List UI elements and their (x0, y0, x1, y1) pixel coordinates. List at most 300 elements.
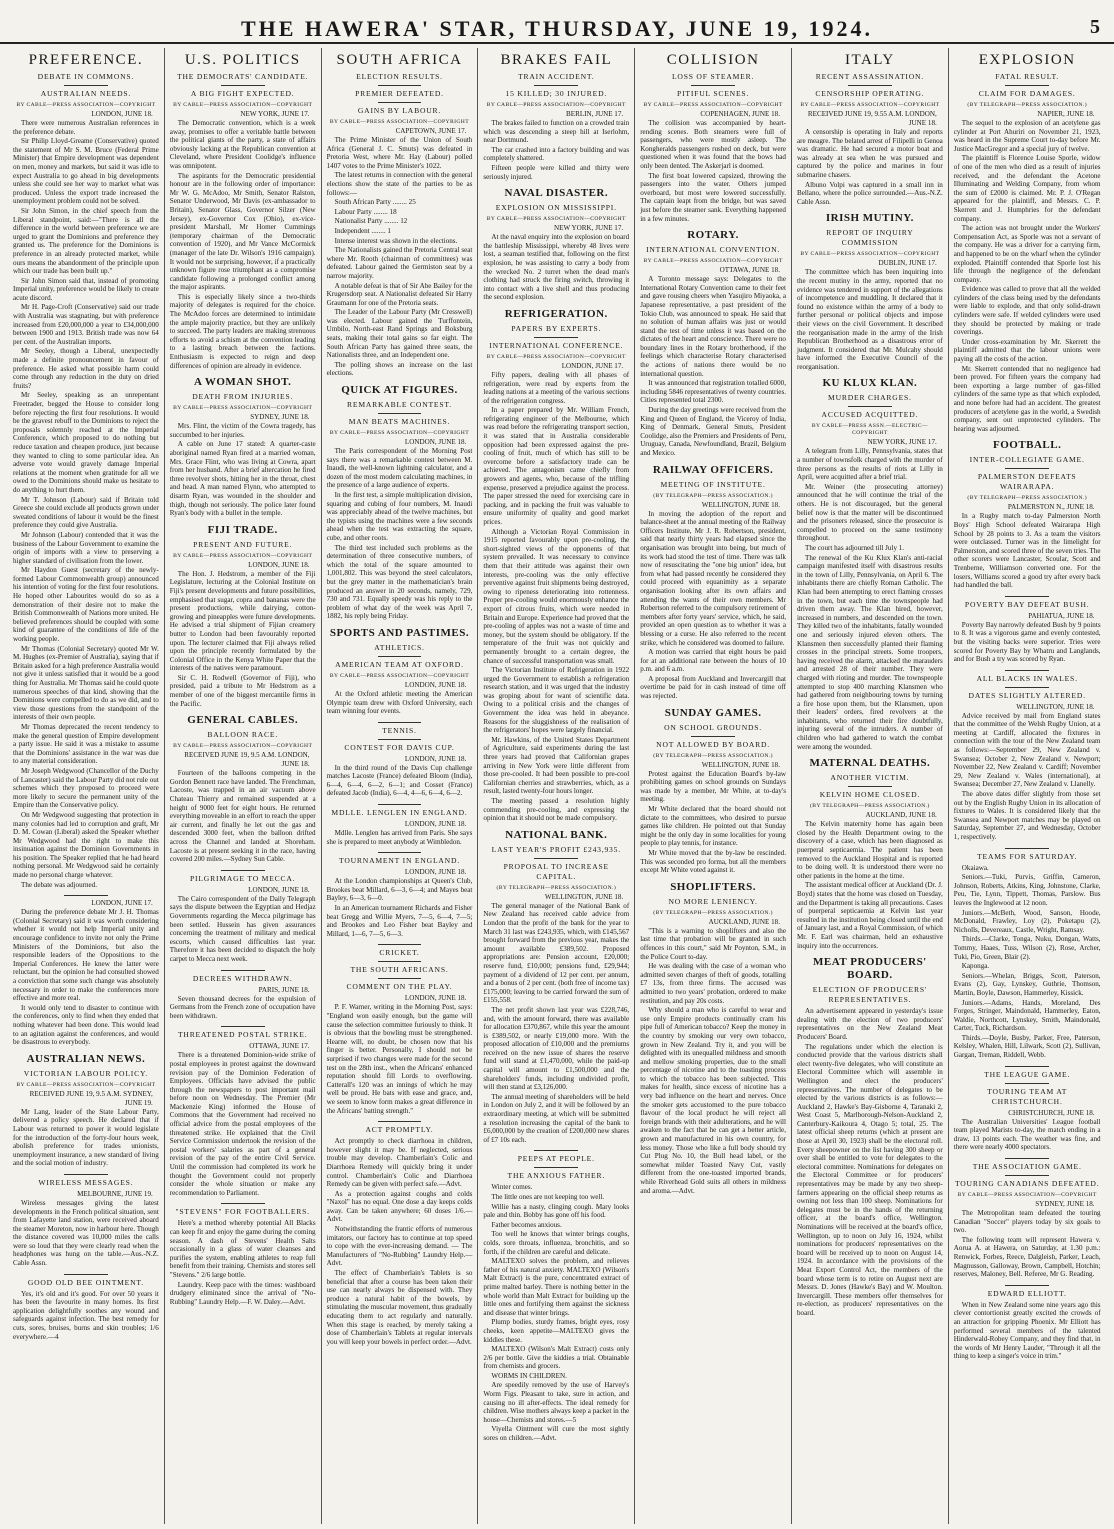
article-heading: AUSTRALIAN NEWS. (26, 1052, 146, 1065)
paragraph: Kaponga. (961, 962, 990, 971)
paragraph: In the first test, a simple multiplication division, squaring and cubing of four numbers, M. Inaudi was appreciably ahead of the twelve machines, but the typists using the machines were a few seconds ahead when the test was extracting the square, cube, and other roots. (326, 491, 473, 542)
article-subheading: ACT PROMPTLY. (365, 1125, 434, 1135)
article (170, 1203, 316, 1306)
press-credit: (BY TELEGRAPH—PRESS ASSOCIATION.) (653, 492, 773, 499)
article (170, 1026, 316, 1197)
press-credit: BY CABLE—PRESS ASSOCIATION—COPYRIGHT (329, 672, 470, 679)
paragraph: Viyella Ointment will cure the most sightly sores on children.—Advt. (483, 1425, 630, 1443)
paragraph: As a protection against coughs and colds "Naxol" has no equal. One dose a day keeps colds away. Can be taken anywhere; 60 doses 1/6.—Advt. (326, 1189, 473, 1224)
article-subheading: ATHLETICS. (374, 642, 425, 652)
press-credit: BY CABLE—PRESS ASSOCIATION—COPYRIGHT (486, 216, 626, 223)
article (327, 384, 473, 621)
article-body (797, 268, 943, 371)
paragraph: The regulations under which the election is conducted provide that the various districts shall elect twenty-five delegates, who will constitute an Electoral Committee which will assemble in Wellington and elect the producers' representatives. The number of delegates to be elected by the various districts is as follows:—Auckland 2, Hawke's Bay-Gisborne 4, Taranaki 2, West Coast 5, Marlborough-Nelson-Auckland 2, Canterbury-Kaikoura 4, Otago 5; total, 25. The latest official sheep returns (which at present are those at April 30, 1923) shall be the electoral roll. Every sheepowner on the list having 300 sheep or over shall be entitled to vote for delegates to the electoral committee. Nominations for delegates on the Electoral Committee or for producers' representatives may be made by any two sheep-farmers appearing on the official sheep returns as owning not less than 100 sheep. Nominations for delegates must be in the hands of the returning officer, at the board's office, Wellington. Nominations will be received at the board's office, Wellington, up to noon on July 16, 1924, whilst nominations for producers' representatives on the board will be received up to noon on August 14, 1924. In accordance with the provisions of the Meat Export Control Act, the members of the board whose term is to retire on August next are Messrs. D. Jones (Hawke's Bay) and W. Moulton. Invercargill. These members offer themselves for re-election, as producers' representatives on the board. (796, 1042, 943, 1317)
press-credit: (BY TELEGRAPH—PRESS ASSOCIATION.) (653, 909, 773, 916)
article-body (327, 690, 473, 716)
article-subheading: MEETING OF INSTITUTE. (660, 479, 766, 489)
paragraph: Thirds.—Doyle, Busby, Parker, Free, Paterson, Kelsley, Whalen, Hill, Lilwark, Scott (2), Sullivan, Gargan, Treman, Riddell, Webb. (953, 1033, 1101, 1060)
article-subheading: THE ANXIOUS FATHER. (507, 1171, 606, 1181)
dateline: CAPETOWN, JUNE 17. (395, 127, 467, 135)
article-subheading: PREMIER DEFEATED. (355, 89, 444, 98)
article-subheading: VICTORIAN LABOUR POLICY. (23, 1068, 148, 1078)
paragraph: Juniors.—McBeth, Wood, Sanson, Hoode, McDonald, Frawley, Loy (2), Poketapu (2), Nicholls, Devereaux, Castle, Wright, Ramsay. (953, 908, 1101, 934)
paragraph: Evidence was called to prove that all the welded cylinders of the class being used by the defendants were liable to explode, and that only solid-drawn cylinders were safe. If welded cylinders were used they should be protected by making or trade coverings. (953, 285, 1101, 337)
article (327, 1121, 473, 1346)
article-subheading: MAN BEATS MACHINES. (348, 417, 451, 427)
article (797, 956, 943, 1317)
article (327, 627, 473, 716)
paragraph: Yes, it's old and it's good. For over 50 years it has been the favourite in many homes. Its first application delightfully soothes any wound and safeguards against infection. The best remedy for cuts, sores, bruises, burns and skin troubles; 1/6 everywhere.—4 (13, 1289, 159, 1341)
paragraph: At the Oxford athletic meeting the American Olympic team drew with Oxford University, each team winning four events. (326, 689, 473, 716)
column (165, 48, 322, 1524)
article-subheading: TOURNAMENT IN ENGLAND. (339, 856, 460, 866)
paragraph: "This is a warning to shoplifters and also the last time that probation will be granted in such offences in this court," said Mr Poynton, S.M., in the Police Court to-day. (640, 926, 786, 961)
paragraph: The general manager of the National Bank of New Zealand has received cable advice from London that the profit of the bank for the year to March 31 last was £243,935, which, with £145,567 brought forward from the previous year, makes the amount available £389,502. Proposed appropriations are: Pension account, £20,000; reserve fund, £10,000; pensions fund, £29,944; payment of a dividend of 12 per cent. per annum, and a bonus of 2 per cent. (both free of income tax) £175,000; leaving to be carried forward the sum of £155,558. (483, 901, 630, 1005)
article-heading: GENERAL CABLES. (187, 714, 299, 727)
paragraph: Why should a man who is careful to wear and use only Empire products continually cram his pipe full of American tobacco? Keep the money in the country by smoking our very own tobacco, grown in New Zealand. Try it, and you will be delighted with its unequalled mildness and smooth and mellow smoking properties, due to the small percentage of nicotine and to the toasting process to which the tobacco has been subjected. This makes for health, since excess of nicotine has a very bad influence on the heart and nerves. Once the smoker gets accustomed to the pure tobacco flavour of the local product he will reject all foreign brands with their adulterations, and he will awaken to the fact that he can get a better article, grown and manufactured in his own country, for less money. Those who like a full body should try Cut Plug No. 10, the Bull head label, or the somewhat milder Toasted Navy Cut, vastly different from the one-toasted imported brands, while Riverhead Gold suits all others in mildness and aroma.—Advt. (640, 1006, 786, 1195)
dateline: COPENHAGEN, JUNE 18. (700, 110, 780, 118)
dateline: DUBLIN, JUNE 17. (878, 259, 937, 268)
article-body (13, 1290, 159, 1342)
article-subheading: EXPLOSION ON MISSISSIPPI. (495, 203, 617, 213)
paragraph: Act promptly to check diarrhoea in children, however slight it may be. If neglected, serious trouble may develop. Chamberlain's Colic and Diarrhoea Remedy will quickly bring it under control. Chamberlain's Colic and Diarrhoea Remedy can be given with perfect safe.—Advt. (326, 1137, 473, 1189)
article-heading: SPORTS AND PASTIMES. (329, 626, 470, 639)
dateline: PAHIATUA, JUNE 18. (1028, 611, 1095, 620)
article-subheading: PRESENT AND FUTURE. (193, 539, 293, 549)
dateline: WELLINGTON, JUNE 18. (701, 500, 780, 509)
article (954, 1066, 1101, 1152)
article-body (170, 995, 316, 1021)
article-subheading: INTERNATIONAL CONFERENCE. (489, 340, 624, 350)
article-subheading: TEAMS FOR SATURDAY. (977, 851, 1078, 861)
article-subheading: ON SCHOOL GROUNDS. (664, 722, 763, 732)
article (797, 52, 943, 206)
article-body (327, 447, 473, 621)
article-heading: NATIONAL BANK. (505, 828, 608, 841)
article (13, 1053, 159, 1168)
column (949, 48, 1106, 1524)
press-credit: BY CABLE—PRESS ASSOCIATION—COPYRIGHT (800, 251, 940, 258)
paragraph: At the London championships at Queen's Club, Brookes beat Millard, 6—3, 6—4; and Mayes beat Bayley, 6—3, 6—0. (326, 877, 473, 903)
section-divider (378, 722, 422, 723)
paragraph: Seniors.—Whelan, Briggs, Scott, Paterson, Evans (2), Gay, Lynskey, Guthrie, Thomson, Martin, Boyle, Dawson, Hammerley, Kissick. (953, 971, 1101, 997)
article (640, 881, 786, 1195)
section-divider (1005, 1066, 1049, 1067)
article-subheading: DATES SLIGHTLY ALTERED. (968, 690, 1086, 700)
article (327, 804, 473, 846)
article-body (797, 128, 943, 206)
column (792, 48, 949, 1524)
article-heading: PREFERENCE. (28, 52, 144, 68)
paragraph: The Victorian Institute of Refrigeration in 1922 urged the Government to establish a refrigeration research station, and it was urged that the industry was groping about for want of scientific data. Owing to a political crisis and the changes of Government the idea was held in abeyance. Reasons for the sluggishness of the realisation of the refrigerators' hopes were largely financial. (483, 666, 630, 735)
article-subheading: ELECTION OF PRODUCERS' REPRESENTATIVES. (812, 985, 928, 1005)
subheading-divider (1005, 1175, 1049, 1176)
article (483, 308, 629, 823)
article-subheading: EDWARD ELLIOTT. (987, 1288, 1067, 1298)
article-subheading: COMMENT ON THE PLAY. (346, 982, 453, 992)
article (640, 229, 786, 457)
column (322, 48, 479, 1524)
column (478, 48, 635, 1524)
dateline: OTTAWA, JUNE 17. (249, 1042, 310, 1051)
article-body (327, 829, 473, 846)
paragraph: A Toronto message says: Delegates to the International Rotary Convention came to their feet and gave rousing cheers when Yasujiro Miyaoka, a Japanese representative, a past president of the Tokio Club, was announced to speak. He said that no solution of human affairs was just or would stand the test of time unless it was based on the dictates of the heart and conscience. There were no boundary lines in the Rotary brotherhood, if the feelings which characterise Rotary characterised the actions of nations there would be no international question. (640, 275, 786, 378)
article (640, 707, 786, 875)
paragraph: The committee which has been inquiring into the recent mutiny in the army, reported that no evidence was tendered in support of the allegations of incompetence and muddling. It declared that it found no existence within the army of a body to further personal or political objects and impose their views on the civil Government. It described the reorganisation made in the army of the Irish Republican Brotherhood as a disastrous error of judgment. It considered that Mr. Mulcahy should have informed the Executive Council of the reorganisation. (796, 268, 943, 371)
article (954, 670, 1101, 842)
paragraph: At the naval enquiry into the explosion on board the battleship Mississippi, whereby 48 lives were lost, a seaman testified that, following on the first explosion, he was assisting to carry a body from the wrecked No. 2 turret when the dead man's clothing had struck the firing switch, throwing it into contact with a live shell and thus producing the second explosion. (483, 233, 630, 302)
article-body (954, 1209, 1101, 1279)
article-heading: ITALY (844, 52, 895, 68)
dateline: NEW YORK, JUNE 17. (554, 224, 624, 233)
paragraph: Mr Johnson (Labour) contended that it was the business of the Labour Government to examine the origin of imports with a view to preserving a higher standard of civilisation from the lower. (13, 530, 159, 565)
article-body (954, 1301, 1101, 1361)
paragraph: The effect of Chamberlain's Tablets is so beneficial that after a course has been taken their use can nearly always be dispensed with. They produce a natural habit of the bowels, by stimulating the muscular movement, thus gradually educating them to act regularly and naturally. When this stage is reached, by merely taking a dose of Chamberlain's Tablets at regular intervals you will keep your bowels in perfect order.—Advt. (326, 1269, 473, 1346)
article-heading: MATERNAL DEATHS. (809, 757, 931, 770)
paragraph: Winter comes. (491, 1183, 533, 1192)
article-subheading: ALL BLACKS IN WALES. (976, 673, 1078, 683)
subheading-divider (378, 978, 422, 979)
article (954, 596, 1101, 664)
article (640, 464, 786, 701)
article (327, 722, 473, 798)
paragraph: The Cairo correspondent of the Daily Telegraph says the dispute between the Egyptian and Hedjaz Governments regarding the Mecca pilgrimage has been settled. Hussein has given assurances concerning the treatment of military and medical escorts, which caused difficulties last year. Therefore it has been decided to dispatch the holy carpet to Mecca next week. (169, 894, 316, 963)
article (327, 52, 473, 378)
article-subheading: AUSTRALIAN NEEDS. (40, 89, 132, 98)
article-heading: REFRIGERATION. (504, 307, 608, 320)
paragraph: The Nationalists gained the Pretoria Central seat where Mr. Rooth (chairman of committees) was defeated. Labour gained the Germiston seat by a narrow majority. (326, 246, 473, 280)
section-divider (64, 1174, 108, 1175)
paragraph: The Leader of the Labour Party (Mr Cresswell) was elected. Labour gained the Turffontein, Umbilo, North-east Rand Springs and Boksburg seats, making their total gains so far eight. The South African Party has gained three seats, the Nationalists three, and an Independent one. (326, 308, 473, 360)
article-subheading: PROPOSAL TO INCREASE CAPITAL. (503, 861, 609, 881)
paragraph: The renewal of the Ku Klux Klan's anti-racial campaign manifested itself with disastrous results in the town of Lilly, Pennsylvania, on April 6. The inhabitants there are chiefly Roman Catholic. The Klan had been attempting to erect flaming crosses in the town, but each time the townspeople had driven them away. The Klan hired, however, increased in numbers, and descended on the town. They killed two of the inhabitants, fatally wounded one and seriously injured eleven others. The Klansmen then successfully planted their flaming crosses in the principal streets. Some troopers, having received the alarm, attacked the marauders and arrested 28 of their number. They were charged with rioting and murder. The townspeople attempted to stop 400 marching Klansmen who had gathered from neighbouring towns by turning a fire hose upon them, but the Klansmen, upon their leaders' orders, fired revolvers at the inhabitants, who returned their fire doubtfully, injuring several of the intruders. A number of children who had gathered to watch the combat were among the wounded. (796, 553, 943, 751)
article-body (13, 1199, 159, 1268)
article (797, 212, 943, 371)
article-subheading: ACCUSED ACQUITTED. (821, 410, 919, 420)
dateline: RECEIVED JUNE 19, 9.55 A.M. LONDON, JUNE 18. (807, 110, 937, 127)
paragraph: Mr Joseph Wedgwood (Chancellor of the Duchy of Lancaster) said the Labour Party did not rule out schemes which they proposed to proceed were more likely to secure the permanent unity of the Empire than the Conservative policy. (13, 766, 159, 810)
dateline: PARIS, JUNE 18. (258, 985, 310, 994)
article (483, 829, 629, 1145)
article-subheading: CONTEST FOR DAVIS CUP. (344, 742, 455, 752)
dateline: AUCKLAND, JUNE 18. (708, 917, 780, 926)
dateline: MELBOURNE, JUNE 19. (77, 1189, 153, 1198)
dateline: LONDON, JUNE 18. (248, 560, 310, 569)
article-subheading: THREATENED POSTAL STRIKE. (177, 1030, 308, 1040)
paragraph: Mr White declared that the board should not dictate to the committees, who desired to pursue games like children. He pointed out that Sunday might be the only day in some localities for young people to play tennis, for instance. (640, 805, 786, 848)
article-body (13, 908, 159, 1047)
article-subheading: LOSS OF STEAMER. (671, 72, 755, 81)
article-subheading: PITIFUL SCENES. (677, 89, 750, 98)
paragraph: Nationalist Party ........ 12 (334, 217, 408, 226)
article-heading: U.S. POLITICS (184, 52, 301, 68)
article-subheading: MDLLE. LENGLEN IN ENGLAND. (331, 808, 468, 818)
paragraph: Father becomes anxious. (491, 1220, 562, 1229)
paragraph: A proposal from Auckland and Invercargill that overtime be paid for in cash instead of time off was rejected. (640, 674, 786, 701)
dateline: WELLINGTON, JUNE 18. (1016, 702, 1095, 711)
subheading-divider (378, 102, 422, 103)
subheading-divider (1005, 1083, 1049, 1084)
article (13, 1274, 159, 1342)
paragraph: Are speedily removed by the use of Harvey's Worm Figs. Pleasant to take, sure in action, and causing no ill after-effects. The ideal remedy for children. Wise mothers always keep a packet in the house—Chemists and stores.—5 (483, 1381, 630, 1424)
paragraph: A motion was carried that eight hours be paid for at an additional rate between the hours of 10 p.m. and 6 a.m. (640, 648, 786, 674)
dateline: CHRISTCHURCH, JUNE 18. (1008, 1108, 1095, 1117)
paragraph: When in New Zealand some nine years ago this clever contortionist greatly excited the crowds of an attraction for gripping Phoenix. Mr Elliott has performed several members of the talented Hinderwald-Robey Company, and they find that, in the words of Mr Henry Lauder, "Through it all the thing to keep a singer's voice in trim." (953, 1300, 1101, 1361)
article-subheading: THE LEAGUE GAME. (984, 1069, 1071, 1079)
press-credit: BY CABLE—PRESS ASSOCIATION—COPYRIGHT (486, 102, 626, 108)
article-body (170, 570, 316, 709)
article (483, 1150, 629, 1442)
paragraph: Fourteen of the balloons competing in the Gordon Bennett race have landed. The Frenchman, Lacoste, was trapped in an air vacuum above Chateau Thierry and remained suspended at a height of 9000 feet for eight hours. He returned everything moveable in an effort to reach the upper air current, and finally he let out the gas and descended 3000 feet, when the balloon drifted across the Channel and landed at Shoreham. Lacoste is at present seeking it in the race, having covered 200 miles.—Sydney Sun Cable. (169, 769, 316, 864)
column (8, 48, 165, 1524)
paragraph: On Mr Wedgwood suggesting that protection in many colonies had led to corruption and graft, Mr D. M. Cowan (Liberal) asked the Speaker whether Mr Wedgwood had the right to make this insinuation against the Dominion Governments in his position. The Speaker replied that he had heard nothing personal. Mr Wedgwood said he certainly made no personal charge whatever. (13, 810, 159, 880)
subheading-divider (1005, 468, 1049, 469)
press-credit: (BY TELEGRAPH—PRESS ASSOCIATION.) (967, 102, 1087, 108)
paragraph: MALTEXO solves the problem, and relieves father of his natural anxiety. MALTEXO (Wilson's Malt Extract) is the pure, concentrated extract of prime malted barley. There is nothing better in the whole world than Malt Extract for building up the little ones and fortifying them against the sickness and disease that winter brings. (483, 1257, 630, 1317)
paragraph: The Prime Minister of the Union of South Africa (General J. C. Smuts) was defeated in Pretoria West, where Mr. Hay (Labour) polled 1407 votes to the Prime Minister's 1022. (326, 136, 473, 170)
section-divider (534, 1150, 578, 1151)
paragraph: The Paris correspondent of the Morning Post says there was a remarkable contest between M. Inaudi, the well-known lightning calculator, and a dozen of the most modern calculating machines, in the presence of a large audience of experts. (326, 447, 473, 490)
paragraph: The following team will represent Hawera v. Aorua A. at Hawera, on Saturday, at 1.30 p.m.: Renwick, Forbes, Reece, Dalgleish, Parker, Leach, Magnusson, Galloway, Brown, Campbell, Hotchin; reserves, Maloney, Bell. Referee, Mr G. Reading. (953, 1235, 1101, 1279)
article-subheading: PEEPS AT PEOPLE. (517, 1154, 595, 1164)
dateline: LONDON, JUNE 18. (404, 680, 467, 689)
paragraph: Protest against the Education Board's by-law prohibiting games on school grounds on Sundays was made by a member, Mr White, at to-day's meeting. (640, 769, 786, 804)
section-divider (1005, 848, 1049, 849)
article-subheading: CENSORSHIP OPERATING. (815, 89, 925, 98)
paragraph: Notwithstanding the frantic efforts of numerous imitators, our factory has to continue at top speed to cope with the ever-increasing demand. — The Manufacturers of "No-Rubbing" Laundry Help.—Advt. (326, 1225, 473, 1268)
paragraph: The polling shows an increase on the last elections. (326, 360, 473, 378)
paragraph: Mr H. Page-Croft (Conservative) said our trade with Australia was stagnating, but with preference increased from £20,000,000 a year to £34,000,000 between 1900 and 1913. British trade was now 64 per cent. of the Australian imports. (13, 303, 159, 346)
paragraph: P. F. Warner, writing in the Morning Post, says: "England won easily enough, but the game will cause the selection committee furiously to think. It is obvious that the bowling must be strengthened. Hearne will, no doubt, be chosen now that his finger is better. Personally, I should not be surprised if two changes were made for the second test on the 28th inst., when the Africans' enhanced reputation should fill Lords to overflowing. Catterall's 120 was an innings of which he may well be proud. He bats with ease and grace, and, we seem to know form makes a great difference in the Africans' batting strength." (326, 1003, 473, 1115)
paragraph: It was announced that registration totalled 6000, including 5846 representatives of twenty countries. Cities represented total 2300. (640, 379, 786, 405)
article-heading: FOOTBALL. (992, 439, 1062, 452)
article-body (327, 136, 473, 378)
subheading-divider (378, 739, 422, 740)
article (327, 852, 473, 938)
paragraph: Seniors.—Tuki, Purvis, Griffin, Cameron, Johnson, Roberts, Atkins, King, Johnstone, Clarke, Peu, Tie, Lynn, Tippett, Thomas, Parslow. Bus leaves the Inglewood at 12 noon. (953, 873, 1101, 907)
article-subheading: TOURING TEAM AT CHRISTCHURCH. (987, 1086, 1068, 1106)
subheading-divider (691, 85, 735, 86)
dateline: LONDON, JUNE 18. (404, 754, 467, 763)
section-divider (378, 852, 422, 853)
article-body (954, 621, 1101, 664)
press-credit: BY CABLE—PRESS ASSOCIATION—COPYRIGHT (16, 102, 156, 108)
press-credit: BY CABLE—PRESS ASSN.—ELECTRIC—COPYRIGHT (811, 423, 928, 437)
subheading-divider (1005, 687, 1049, 688)
section-divider (64, 895, 108, 896)
press-credit: BY CABLE—PRESS ASSOCIATION—COPYRIGHT (16, 1081, 156, 1088)
paragraph: Advice received by mail from England states that the committee of the Welsh Rugby Union, at a meeting at Cardiff, allocated the fixtures in connection with the tour of the New Zealand team as follows:—September 29, New Zealand v. Swansea; October 2, New Zealand v. Newport; November 22, New Zealand v. Cardiff; November 29, New Zealand v. Wales (international), at Swansea; December 27, New Zealand v. Llanelly. (953, 711, 1101, 789)
dateline: LONDON, JUNE 18. (404, 868, 467, 877)
dateline: LONDON, JUNE 18. (91, 110, 153, 118)
press-credit: BY CABLE—PRESS ASSOCIATION—COPYRIGHT (643, 258, 783, 265)
press-credit: BY CABLE—PRESS ASSOCIATION—COPYRIGHT (173, 102, 313, 108)
article-body (13, 119, 159, 889)
paragraph: Juniors.—Adams, Hands, Moreland, Des Forges, Stringer, Maindonald, Hammerley, Eaton, Waldie, Northcott, Lynskey, Smith, Maindonald, Carter, Tuck, Richardson. (953, 998, 1101, 1033)
paragraph: Mr Thomas deprecated the recent tendency to make the general question of Empire development a party issue. He said it was a mistake to assume that the Dominions' assistance in the war was due to any material consideration. (13, 722, 159, 766)
article (797, 377, 943, 751)
article-body (170, 895, 316, 964)
dateline: PALMERSTON N., JUNE 18. (1007, 503, 1095, 512)
paragraph: Thirds.—Clarke, Tonga, Nuku, Dongan, Watts, Tommy, Haaes, Tuss, Wilson (2), Rose, Archer, Tuki, Pio, Green, Blair (2). (953, 935, 1101, 961)
section-divider (1005, 1158, 1049, 1159)
dateline: WELLINGTON, JUNE 18. (701, 760, 780, 769)
paragraph: MALTEXO (Wilson's Malt Extract) costs only 2/6 per bottle. Give the kiddies a trial. Obtainable from chemists and grocers. (483, 1345, 630, 1371)
press-credit: (BY TELEGRAPH—PRESS ASSOCIATION.) (653, 752, 773, 759)
paragraph: A notable defeat is that of Sir Abe Bailey for the Krugersdorp seat. A Nationalist defeated Sir Harry Graumann for one of the Pretoria seats. (326, 281, 473, 307)
article-heading: SOUTH AFRICA (336, 52, 463, 68)
press-credit: BY CABLE—PRESS ASSOCIATION—COPYRIGHT (800, 102, 940, 108)
article-body (483, 1183, 629, 1442)
subheading-divider (534, 337, 578, 338)
dateline: LONDON, JUNE 18. (404, 820, 467, 829)
paragraph: Under cross-examination by Mr. Skerrett the plaintiff admitted that the labour unions were paying all the costs of the action. (953, 337, 1101, 364)
paragraph: The first boat lowered capsized, throwing the passengers into the water. Others jumped overboard, but most were lowered successfully. The captain leapt from the bridge, but was saved just before the steamer sank. Everything happened in a few minutes. (640, 171, 786, 223)
article-heading: SHOPLIFTERS. (670, 880, 756, 893)
article-body (640, 510, 786, 701)
paragraph: During the preference debate Mr J. H. Thomas (Colonial Secretary) said it was worth considering whether it would not help Imperial unity and encourage confidence to invite not only the Prime Ministers of the Dominions, but also the responsible leaders of the Oppositions to the Imperial Conferences. He knew the latter were reluctant, but the opinion he had consulted showed a conviction that some such change was absolutely necessary in order to make the conferences more effective and more real. (13, 908, 159, 1003)
paragraph: The Australian Universities' League football team played Marists to-day, the match ending in a draw, 13 points each. The weather was fine, and there were nearly 4000 spectators. (953, 1117, 1101, 1152)
paragraph: Seven thousand decrees for the expulsion of Germans from the French zone of occupation have been withdrawn. (169, 994, 316, 1020)
article-subheading: THE SOUTH AFRICANS. (350, 965, 449, 975)
dateline: NEW YORK, JUNE 17. (867, 438, 937, 447)
paragraph: Intense interest was shown in the elections. (334, 236, 458, 245)
newspaper-columns (8, 48, 1106, 1524)
paragraph: The latest returns in connection with the general elections show the state of the parties to be as follows:— (326, 171, 473, 197)
article (797, 757, 943, 950)
article-subheading: THE DEMOCRATS' CANDIDATE. (177, 72, 309, 81)
paragraph: Wireless messages giving the latest developments in the French political situation, sent from Lafayette land station, were received aboard the steamer Moreton, now in harbour here. Though the distance covered was 10,000 miles the calls were so loud that they were clearly read when the headphones was hung on the table.—Aus.-N.Z. Cable Assn. (13, 1198, 159, 1268)
subheading-divider (848, 786, 892, 787)
article-subheading: CLAIM FOR DAMAGES. (978, 89, 1076, 98)
dateline: SYDNEY, JUNE 18. (250, 413, 310, 422)
article-heading: ROTARY. (687, 229, 739, 242)
newspaper-title: THE HAWERA' STAR, THURSDAY, JUNE 19, 1924. (240, 16, 874, 41)
article-heading: FIJI TRADE. (207, 523, 278, 536)
article-subheading: GOOD OLD BEE OINTMENT. (27, 1277, 144, 1287)
article (170, 870, 316, 964)
article (954, 1285, 1101, 1361)
section-divider (221, 970, 265, 971)
article-body (13, 1108, 159, 1168)
paragraph: Mr. Skerrett contended that no negligence had been proved. For fifteen years the company had been exporting a large number of gas-filled cylinders of the same type as that which exploded, and none before had had an accident. The greatest producers of acetylene gas in the world, a Swedish company, sent out unprotected cylinders. The hearing was adjourned. (953, 364, 1101, 433)
press-credit: (BY TELEGRAPH—PRESS ASSOCIATION.) (496, 884, 617, 891)
article-heading: NAVAL DISASTER. (504, 187, 609, 200)
article-body (954, 119, 1101, 433)
article-body (170, 1051, 316, 1197)
article-heading: KU KLUX KLAN. (822, 377, 918, 390)
subheading-divider (848, 85, 892, 86)
press-credit: BY CABLE—PRESS ASSOCIATION—COPYRIGHT (329, 119, 470, 125)
paragraph: The assistant medical officer at Auckland (Dr. J. Boyd) states that the home was closed on Tuesday, and the Department is taking all precautions. Cases of puerperal septicaemia at Kelvin last year resulted in the institution being closed until the end of January last, and a Royal Commission, of which Mr. F. Earl was chairman, held an exhaustive inquiry into the occurrences. (796, 881, 943, 950)
press-credit: BY CABLE—PRESS ASSOCIATION—COPYRIGHT (329, 430, 470, 437)
dateline: LONDON, JUNE 17. (91, 899, 153, 908)
dateline: AUCKLAND, JUNE 18. (865, 811, 937, 820)
article-body (170, 1219, 316, 1306)
paragraph: The third test included such problems as the determination of three consecutive numbers, of which the total of the square amounted to 1,001,802. This was beyond the steel calculators, but the grey matter in the mathematician's brain produced an answer in 20 seconds, namely, 729, 730 and 731. Equally speedy was his reply to the problem of what day of the week was April 7, 1882, his reply being Friday. (326, 543, 473, 621)
paragraph: Okaiawa. (961, 863, 989, 872)
article-heading: SUNDAY GAMES. (664, 706, 762, 719)
article-body (170, 119, 316, 370)
article-subheading: GAINS BY LABOUR. (357, 106, 442, 115)
section-divider (1005, 596, 1049, 597)
dateline: RECEIVED JUNE 19, 9.5 A.M. SYDNEY, JUNE 19. (29, 1089, 153, 1107)
paragraph: It would only tend to disaster to continue with the conferences, only to find when they ended that nothing whatever had been done. This would lead to an agitation against the conferences, and would be disastrous to everybody. (13, 1003, 159, 1047)
article-subheading: DECREES WITHDRAWN. (192, 973, 293, 983)
article-heading: BRAKES FAIL (500, 52, 613, 68)
dateline: WELLINGTON, JUNE 18. (544, 892, 624, 901)
article-body (170, 422, 316, 518)
paragraph: The debate was adjourned. (21, 880, 98, 889)
section-divider (1005, 1285, 1049, 1286)
article (170, 52, 316, 370)
article (640, 52, 786, 223)
paragraph: The court has adjourned till July 1. (804, 544, 905, 552)
article-subheading: TOURING CANADIANS DEFEATED. (954, 1179, 1100, 1189)
paragraph: Sir Philip Lloyd-Greame (Conservative) quoted the statement of Mr S. M. Bruce (Federal Prime Minister) that Empire development was dependent on men, money and markets, but said it was idle to expect Australia to go ahead in big developments unless she could see her way to market what was produced. Unless the export trade increased the unemployment problem could not be solved. (13, 137, 159, 206)
article-body (483, 902, 629, 1145)
subheading-divider (378, 85, 422, 86)
paragraph: Plump bodies, sturdy frames, bright eyes, rosy cheeks, keen appetite—MALTEXO gives the kiddies these. (483, 1318, 630, 1344)
section-divider (378, 944, 422, 945)
paragraph: An advertisement appeared in yesterday's issue dealing with the election of two producers' representatives on the New Zealand Meat Producers' Board. (796, 1007, 943, 1041)
paragraph: Mr T. Johnson (Labour) said if Britain told Greece she could exclude all products grown under sweated conditions of labour it would be the finest preference they could give Australia. (13, 495, 159, 530)
paragraph: The Kelvin maternity home has again been closed by the Health Department owing to the discovery of a case, which has been diagnosed as puerperal septicaemia. The patient has been removed to the Auckland Hospital and is reported to be doing well. It is understood there were no other patients in the home at the time. (796, 820, 943, 880)
paragraph: A cable on June 17 stated: A quarter-caste aboriginal named Ryan fired at a married woman, Mrs. Grace Flint, who was living at Cowra, apart from her husband. After a brief altercation he fired three revolver shots, hitting her in the throat, chest and head. A man named Flynn, who attempted to disarm Ryan, was wounded in the shoulder and thigh, though not seriously. The police later found Ryan's body with a bullet in the temple. (169, 440, 316, 518)
page-number: 5 (1090, 16, 1100, 38)
paragraph: Poverty Bay narrowly defeated Bush by 9 points to 8. It was a vigorous game and evenly contested, but the visiting backs were superior. Tries were scored for Poverty Bay by Whatru and Langlands, and for Bush a try was scored by Ryan. (953, 620, 1101, 664)
paragraph: The annual meeting of shareholders will be held in London on July 2, and it will be followed by an extraordinary meeting, at which will be submitted a resolution increasing the capital of the bank to £6,000,000 by the creation of £200,000 new shares of £7 10s each. (483, 1092, 630, 1144)
subheading-divider (378, 656, 422, 657)
subheading-divider (378, 961, 422, 962)
article-subheading: WIRELESS MESSAGES. (38, 1177, 134, 1187)
article-heading: MEAT PRODUCERS' BOARD. (813, 956, 927, 982)
article (954, 848, 1101, 1060)
article-subheading: LAST YEAR'S PROFIT £243,935. (491, 844, 621, 854)
paragraph: The meeting passed a resolution highly commending pre-cooling, and expressing the opinion that it should not be made compulsory. (483, 797, 630, 823)
article-subheading: CRICKET. (379, 948, 420, 958)
paragraph: Mr Lang, leader of the State Labour Party, delivered a policy speech. He declared that if Labour was returned to power it would legislate for the introduction of the forty-four hours week, abolish preference for trades unionists, unemployment insurance, a new standard of living and the social motion of industry. (13, 1107, 159, 1168)
subheading-divider (64, 85, 108, 86)
article-subheading: POVERTY BAY DEFEAT BUSH. (964, 599, 1090, 609)
paragraph: The Hon. J. Hedstrom, a member of the Fiji Legislature, lecturing at the Colonial Institute on Fiji's present developments and future possibilities, emphasised that sugar, copra and bananas were the present productions, while dairying, cotton-growing and pineapples were future developments. He advised a trial shipment of Fijian creamery butter to London had been favourably reported upon. The lecturer claimed that Fiji always relied upon the principle recently formulated by the Colonial Office in the Kenya White Paper that the interests of the natives were paramount. (169, 569, 316, 673)
article-body (483, 119, 629, 181)
section-divider (378, 804, 422, 805)
paragraph: Sir C. H. Rodwell (Governor of Fiji), who presided, paid a tribute to Mr Hedstrom as a member of one of the biggest mercantile firms in the Pacific. (169, 673, 316, 708)
article-subheading: "STEVENS" FOR FOOTBALLERS. (175, 1207, 310, 1217)
paragraph: Willie has a nasty, clinging cough. Mary looks pale and thin. Bobby has gone off his food. (483, 1202, 630, 1220)
section-divider (221, 1026, 265, 1027)
dateline: LONDON, JUNE 18. (404, 438, 467, 447)
paragraph: The collision was accompanied by heart-rending scenes. Both steamers were full of passengers, who were mostly asleep. The Kongheralds passengers rushed on deck, but were questioned when it was found that the bows had only been dented. The Askerjarl is doomed. (640, 119, 786, 170)
paragraph: A censorship is operating in Italy and reports are meagre. The belated arrest of Filipelli in Genoa was dramatic. He had secured a motor boat and was already at sea when he was pursued and captured by the police and marines in four submarine chasers. (796, 128, 943, 179)
dateline: NAPIER, JUNE 18. (1037, 110, 1095, 118)
paragraph: In a Rugby match to-day Palmerston North Boys' High School defeated Wairarapa High School by 28 points to 3. As a team the visitors were outclassed. Turner was in the limelight for Palmerston, and scored three of the seven tries. The other scorers were Lancaster, Scoular, Scott and Trenberne, Williamson converted one. For the losers, Williams scored a good try after every back had handled the ball. (953, 512, 1101, 590)
article-heading: RAILWAY OFFICERS. (652, 463, 774, 476)
section-divider (221, 870, 265, 871)
paragraph: The net profit shown last year was £228,746, and, with the amount forward, there was available for allocation £370,867, while this year the amount is £389,502, or nearly £19,000 more. With the proposed allocation of £10,000 and the premiums received on the new issue of shares the reserve fund will stand at £1,470,000, while the paid-up capital will amount to £1,500,000 and the shareholders' funds, including undivided profit, will then stand at £3,126,000. (483, 1005, 630, 1092)
paragraph: In a paper prepared by Mr. William French, refrigerating engineer of the Melbourne, which was read before the refrigerating transport section, it was stated that in Australia considerable opposition had been expressed against the pre-cooling of fruit, much of which has still to be overcome before a satisfactory trade can be achieved. The antagonism came chiefly from growers and agents, who, because of the trifling expense, preserved a prejudice against the process. The paper stressed the need for exercising care in packing, and in packing the fruit was valuable to ensure uniformity of quality and good market prices. (483, 406, 630, 526)
article (327, 944, 473, 1115)
article-body (327, 764, 473, 798)
section-divider (1005, 670, 1049, 671)
press-credit: BY CABLE—PRESS ASSOCIATION—COPYRIGHT (173, 405, 313, 412)
section-divider (64, 1274, 108, 1275)
article-subheading: NO MORE LENIENCY. (668, 896, 758, 906)
article-body (797, 447, 943, 751)
subheading-divider (534, 1167, 578, 1168)
subheading-divider (378, 413, 422, 414)
